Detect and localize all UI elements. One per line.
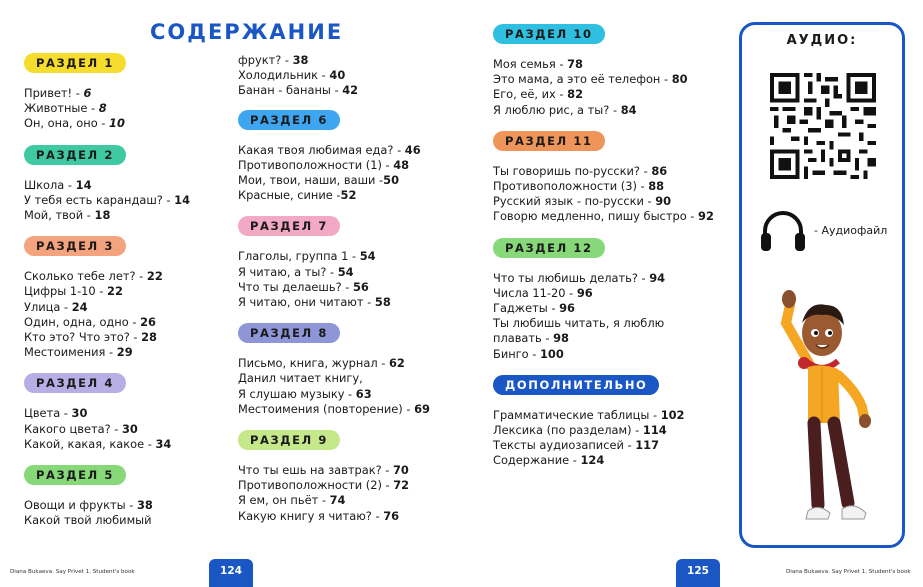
toc-entry-title: Местоимения (повторение) - [238, 401, 415, 416]
toc-entry-title: Мои, твои, наши, ваши - [238, 173, 384, 188]
toc-entry-title: Какого цвета? - [24, 421, 122, 436]
toc-page-number: 90 [655, 194, 672, 209]
toc-page-number: 100 [539, 346, 564, 361]
toc-page-number: 78 [567, 57, 583, 71]
toc-entry [493, 408, 733, 423]
toc-entry [238, 188, 478, 203]
toc-page-number: 46 [404, 142, 421, 157]
toc-entry-title: Что ты делаешь? - [238, 279, 353, 294]
toc-entry [24, 284, 224, 299]
toc-entry [238, 83, 478, 98]
toc-entry-title: Он, она, оно - [24, 116, 110, 131]
toc-page-number: 86 [651, 163, 668, 178]
toc-entry-title: Кто это? Что это? - [24, 330, 142, 345]
toc-page-number: 88 [648, 179, 665, 194]
toc-section [493, 237, 733, 362]
toc-entry-title: Лексика (по разделам) - [493, 423, 643, 438]
toc-page-number: 58 [374, 295, 391, 310]
toc-page-number: 117 [635, 438, 660, 453]
toc-entry-title: Привет! - [24, 86, 84, 100]
toc-page-number: 34 [155, 436, 172, 451]
toc-page-number: 10 [109, 116, 125, 131]
toc-page-number: 54 [359, 249, 376, 264]
toc-entry [238, 493, 478, 508]
toc-entry [24, 116, 224, 131]
section-entries [24, 269, 224, 360]
toc-page-number: 62 [388, 356, 405, 371]
section-badge: РАЗДЕЛ 8 [238, 323, 340, 343]
toc-entry [238, 509, 478, 524]
toc-entry [24, 406, 224, 421]
toc-page-number: 92 [698, 209, 714, 224]
section-entries [493, 271, 733, 362]
toc-entry-title: Я читаю, а ты? - [238, 264, 338, 279]
section-entries [493, 408, 733, 469]
toc-page-number: 30 [71, 406, 88, 421]
toc-entry-title: фрукт? - [238, 53, 293, 67]
toc-entry [24, 86, 224, 101]
toc-entry-title: Говорю медленно, пишу быстро - [493, 209, 699, 224]
toc-entry [238, 478, 478, 493]
toc-page-number: 80 [671, 72, 688, 87]
toc-entry [24, 178, 224, 193]
toc-entry-title: Что ты ешь на завтрак? - [238, 463, 393, 478]
toc-entry-title: Бинго - [493, 346, 540, 361]
toc-entry [493, 286, 733, 301]
section-entries [493, 57, 733, 118]
toc-entry-title: У тебя есть карандаш? - [24, 192, 175, 207]
toc-entry [238, 463, 478, 478]
toc-page-number: 52 [340, 188, 357, 203]
toc-entry [238, 356, 478, 371]
toc-section [493, 130, 733, 225]
toc-page-number: 38 [137, 498, 153, 513]
toc-entry [493, 347, 733, 362]
toc-entry [24, 193, 224, 208]
toc-page-number: 98 [553, 331, 569, 346]
toc-entry-title: Его, её, их - [493, 87, 568, 102]
toc-page-number: 24 [71, 299, 88, 314]
toc-entry-title: Гаджеты - [493, 301, 560, 316]
toc-entry-title: Противоположности (3) - [493, 179, 649, 194]
toc-entry-title: Тексты аудиозаписей - [493, 438, 636, 453]
toc-entry [24, 422, 224, 437]
section-badge: РАЗДЕЛ 10 [493, 24, 605, 44]
toc-entry [493, 301, 733, 316]
toc-entry-title: Какой, какая, какое - [24, 436, 156, 451]
toc-entry [493, 164, 733, 179]
toc-entry [24, 300, 224, 315]
section-entries [238, 463, 478, 524]
toc-continuation [238, 53, 478, 99]
toc-entry [24, 345, 224, 360]
toc-entry-title: Данил читает книгу, [238, 371, 363, 386]
toc-page-number: 70 [392, 463, 409, 478]
toc-entry-title: Школа - [24, 177, 76, 192]
toc-entry-title: Противоположности (2) - [238, 478, 394, 493]
section-entries [238, 249, 478, 310]
toc-page-number: 72 [393, 478, 410, 493]
audio-file-label: - Аудиофайл [814, 224, 888, 237]
toc-entry-title: Красные, синие - [238, 188, 341, 203]
toc-page-number: 40 [329, 68, 346, 83]
toc-page-number: 96 [576, 285, 593, 300]
toc-page-number: 42 [342, 83, 359, 98]
toc-entry-title: Мой, твой - [24, 208, 95, 223]
toc-entry-title: Глаголы, группа 1 - [238, 249, 360, 264]
toc-page-number: 26 [140, 314, 156, 329]
toc-entry-title: Моя семья - [493, 57, 568, 71]
section-badge: РАЗДЕЛ 2 [24, 145, 126, 165]
page-title: СОДЕРЖАНИЕ [150, 20, 344, 44]
section-entries [238, 143, 478, 204]
toc-entry [493, 103, 733, 118]
section-entries [24, 406, 224, 452]
toc-entry [493, 331, 733, 346]
toc-section [238, 215, 478, 310]
toc-entry-title: Это мама, а это её телефон - [493, 72, 672, 87]
toc-entry-title: Что ты любишь делать? - [493, 270, 650, 285]
toc-entry [493, 453, 733, 468]
toc-page-number: 6 [83, 86, 92, 100]
toc-column-1 [24, 52, 224, 528]
toc-entry [238, 265, 478, 280]
toc-page-number: 8 [98, 101, 107, 116]
toc-page-number: 50 [383, 173, 400, 188]
toc-entry-title: плавать - [493, 331, 554, 346]
toc-entry [24, 330, 224, 345]
section-entries [24, 86, 224, 132]
toc-entry-title: Русский язык - по-русски - [493, 194, 656, 209]
toc-entry [24, 269, 224, 284]
toc-entry [493, 438, 733, 453]
section-entries [238, 356, 478, 417]
toc-entry [493, 194, 733, 209]
footer-right-text: Diana Bukaeva. Say Privet 1. Student's book [786, 569, 911, 575]
section-entries [24, 178, 224, 224]
toc-section [24, 464, 224, 528]
toc-entry-title: Я люблю рис, а ты? - [493, 102, 621, 117]
toc-page-number: 63 [355, 386, 372, 401]
toc-page-number: 84 [620, 102, 637, 117]
toc-entry-title: Улица - [24, 299, 72, 314]
section-badge: РАЗДЕЛ 4 [24, 373, 126, 393]
toc-page-number: 56 [352, 279, 369, 294]
toc-page-number: 124 [580, 453, 605, 468]
toc-section [493, 23, 733, 118]
toc-entry [238, 143, 478, 158]
page-number-left: 124 [209, 559, 253, 587]
toc-page-number: 94 [649, 270, 666, 285]
toc-entry-title: Какую книгу я читаю? - [238, 508, 384, 523]
toc-entry-title: Я читаю, они читают - [238, 295, 375, 310]
toc-entry-title: Холодильник - [238, 68, 330, 83]
toc-section [24, 144, 224, 224]
toc-section [24, 52, 224, 132]
toc-entry [24, 101, 224, 116]
toc-entry-title: Сколько тебе лет? - [24, 269, 147, 284]
toc-entry [238, 249, 478, 264]
toc-entry [238, 280, 478, 295]
toc-entry [493, 57, 733, 72]
toc-page-number: 29 [116, 345, 133, 360]
toc-entry-title: Я слушаю музыку - [238, 386, 356, 401]
toc-page-number: 76 [383, 508, 400, 523]
toc-page-number: 74 [329, 493, 346, 508]
toc-page-number: 54 [337, 264, 354, 279]
toc-page-number: 114 [642, 423, 667, 438]
toc-entry [238, 158, 478, 173]
toc-entry-title: Числа 11-20 - [493, 285, 577, 300]
toc-entry [24, 208, 224, 223]
toc-entry [238, 173, 478, 188]
toc-page-number: 22 [107, 284, 123, 299]
toc-page-number: 102 [660, 407, 685, 422]
toc-entry [493, 72, 733, 87]
toc-page-number: 22 [146, 269, 163, 284]
toc-page-number: 38 [292, 53, 309, 67]
footer-left-text: Diana Bukaeva. Say Privet 1. Student's book [10, 569, 135, 575]
toc-entry-title: Один, одна, одно - [24, 314, 141, 329]
toc-entry [24, 498, 224, 513]
toc-entry [24, 315, 224, 330]
toc-page-number: 82 [567, 87, 584, 102]
toc-entry [24, 437, 224, 452]
toc-entry-title: Цифры 1-10 - [24, 284, 108, 299]
section-badge: РАЗДЕЛ 6 [238, 110, 340, 130]
section-badge: РАЗДЕЛ 3 [24, 236, 126, 256]
toc-entry [238, 68, 478, 83]
toc-entry-title: Содержание - [493, 453, 581, 468]
toc-entry [493, 271, 733, 286]
toc-entry-title: Противоположности (1) - [238, 157, 394, 172]
toc-section [24, 235, 224, 360]
toc-section [493, 374, 733, 469]
toc-entry [238, 371, 478, 386]
toc-entry-title: Какая твоя любимая еда? - [238, 142, 405, 157]
toc-entry [493, 316, 733, 331]
audio-panel [739, 22, 905, 548]
qr-code-icon[interactable] [770, 73, 876, 179]
toc-entry-title: Письмо, книга, журнал - [238, 356, 389, 371]
toc-entry [493, 209, 733, 224]
toc-entry [493, 423, 733, 438]
audio-title: АУДИО: [786, 33, 858, 48]
toc-entry [238, 53, 478, 68]
toc-entry-title: Я ем, он пьёт - [238, 493, 330, 508]
section-entries [493, 164, 733, 225]
section-badge: РАЗДЕЛ 9 [238, 430, 340, 450]
toc-entry-title: Ты любишь читать, я люблю [493, 316, 665, 331]
toc-entry-title: Банан - бананы - [238, 83, 343, 98]
toc-entry-title: Местоимения - [24, 345, 117, 360]
toc-page-number: 14 [75, 177, 92, 192]
toc-entry-title: Ты говоришь по-русски? - [493, 163, 652, 178]
toc-entry-title: Грамматические таблицы - [493, 407, 661, 422]
toc-entry-title: Овощи и фрукты - [24, 498, 137, 513]
section-badge: ДОПОЛНИТЕЛЬНО [493, 375, 659, 395]
toc-column-2 [238, 53, 478, 524]
section-entries [24, 498, 224, 528]
toc-section [238, 429, 478, 524]
toc-entry [24, 513, 224, 528]
toc-section [238, 322, 478, 417]
section-badge: РАЗДЕЛ 5 [24, 465, 126, 485]
toc-page-number: 28 [141, 330, 157, 345]
boy-illustration [764, 283, 884, 543]
page-number-right: 125 [676, 559, 720, 587]
toc-page-number: 48 [393, 157, 410, 172]
toc-entry-title: Какой твой любимый [24, 513, 152, 528]
toc-entry [238, 387, 478, 402]
toc-page-number: 96 [559, 301, 575, 316]
toc-column-3 [493, 23, 733, 469]
toc-entry [493, 87, 733, 102]
toc-entry [493, 179, 733, 194]
section-badge: РАЗДЕЛ 1 [24, 53, 126, 73]
toc-page-number: 69 [414, 401, 430, 416]
toc-page-number: 18 [94, 208, 111, 223]
toc-section [238, 109, 478, 204]
toc-page-number: 30 [121, 421, 138, 436]
toc-page-number: 14 [174, 192, 190, 207]
headphones-icon [758, 207, 808, 253]
toc-section [24, 372, 224, 452]
toc-entry-title: Животные - [24, 101, 99, 116]
section-badge: РАЗДЕЛ 11 [493, 131, 605, 151]
toc-entry [238, 295, 478, 310]
section-badge: РАЗДЕЛ 12 [493, 238, 605, 258]
toc-entry-title: Цвета - [24, 406, 72, 421]
section-badge: РАЗДЕЛ 7 [238, 216, 340, 236]
toc-entry [238, 402, 478, 417]
